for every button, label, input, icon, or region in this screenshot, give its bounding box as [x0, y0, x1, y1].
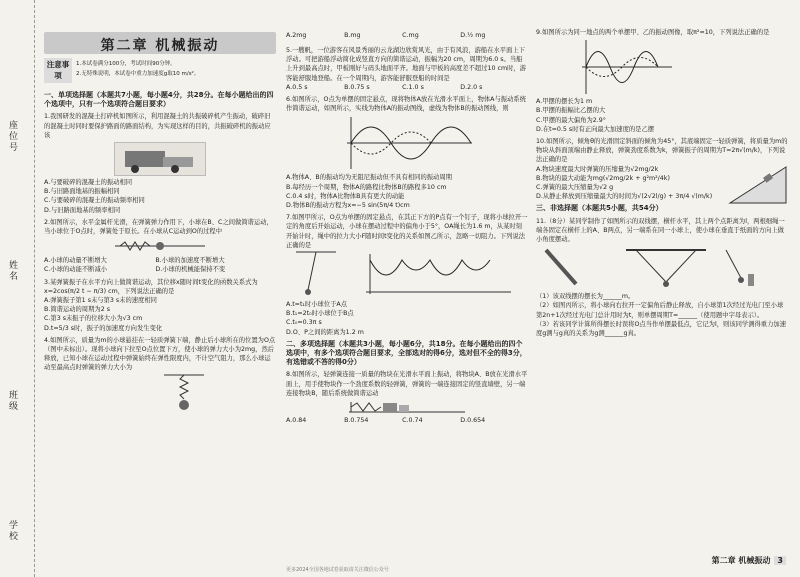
question-7-stem: 7.如图甲所示，O点为单摆的固定悬点，在其正下方的P点有一个钉子，现将小球拉开一定的角度后开始运动，小球在摆动过程中的偏角小于5°，OA绳长为1.6 m，从某时刻开始计时，绳中的拉力大小F随时间t变化的关系如图乙所示，忽略一切阻力。下列说法正确的是: [286, 214, 528, 249]
notice-label: 注意事项: [44, 58, 72, 83]
seat-label: 座位号: [7, 120, 17, 153]
question-11-sub-2: （2）如图丙所示，将小球向右拉开一定偏角后静止释放，自小球第1次经过光电门至小球第2n+1次经过光电门总计用时为t，则单摆周期T=______（使用题中字母表示）。: [536, 302, 784, 319]
question-10: [536, 137, 788, 201]
question-6-option-a: A.物体A、B的振动均为无阻尼振动但不具有相同的振动周期: [286, 174, 452, 182]
question-10-stem: 10.如图所示，倾角θ的光滑固定斜面的倾角为45°，其底端固定一轻质弹簧，将质量为m的物块从斜面顶端由静止释放，弹簧劲度系数为k，弹簧振子的周期为T=2π√(m/k)，下列说法正确的是: [536, 138, 788, 164]
column-3: [536, 28, 788, 341]
spring-hanging-diagram: [154, 373, 214, 413]
question-8-option-c: C.0.74: [402, 417, 423, 425]
question-2-option-b: B.小球的加速度不断增大: [155, 257, 225, 265]
question-10-option-a: A.物块速度最大时弹簧的压缩量为√2mg/2k: [536, 165, 659, 173]
double-pendulum-diagrams: [536, 244, 776, 292]
question-1-option-b: B.与旧路面地基的振幅相同: [44, 188, 120, 196]
question-6-option-c: C.0.4 s时，物体A比物体B具有更大的动能: [286, 192, 405, 200]
question-4: [44, 336, 276, 416]
q4-option-a: A.2mg: [286, 32, 307, 39]
crusher-illustration: [115, 143, 205, 175]
question-6-stem: 6.如图所示，O点为单摆的固定悬点，现将物体A放在光滑水平面上，物体A与振动系统作简谐运动，如图所示，实线为物体A的振动图线，虚线为物体B的振动图线，则: [286, 96, 526, 113]
question-3-option-d: D.t=5/3 s时，振子的加速度方向发生变化: [44, 324, 163, 332]
question-7-option-b: B.t₁=2t₀时小球位于B点: [286, 310, 354, 318]
section-multiple-choice: 二、多项选择题（本题共3小题，每小题6分，共18分。在每小题给出的四个选项中，有多个选项符合题目要求，全部选对的得6分，选对但不全的得3分，有选错或不答的得0分）: [286, 339, 527, 367]
question-2-option-d: D.小球的机械能保持不变: [155, 266, 226, 274]
question-9-option-a: A.甲摆的摆长为1 m: [536, 98, 593, 106]
question-8-option-b: B.0.754: [344, 417, 369, 425]
spring-rod-diagram: [110, 238, 210, 254]
question-5-option-a: A.0.5 s: [286, 83, 308, 91]
notice-box: [44, 58, 276, 82]
school-label: 学校: [7, 520, 17, 542]
question-5-option-b: B.0.75 s: [344, 83, 370, 91]
notice-text: [76, 59, 199, 79]
question-11-stem: 11.（8分）某同学制作了如图所示的双线摆，横杆水平，其上两个点距离为l，两根细绳一端各固定在横杆上的A、B两点，另一端系在同一小球上，使小球在垂直于纸面的方向上做小角度摆动。: [536, 217, 785, 244]
question-8-stem: 8.如图所示，轻弹簧连接一质量的物块在光滑水平面上振动，将物块A、B放在光滑水平面上，用手使物块作一个劲度系数的轻弹簧，弹簧的一端连接固定的竖直墙壁，另一端连接物块B，随后系统做简谐运动: [286, 371, 528, 397]
question-10-option-b: B.物块的最大动能为mg(√2mg/2k + g²m²/4k): [536, 174, 670, 182]
question-1-stem: 1.我国研发的混凝土打碎机如图所示，利用混凝土的共振破碎机产生振动，破碎旧的混凝土时同时要保护路面的路面结构，为实现这样的目的，共振破碎机的振动应该: [44, 113, 271, 139]
question-3: [44, 278, 276, 333]
page-footer-title: 第二章 机械振动: [711, 556, 771, 565]
question-5-options: [286, 83, 528, 92]
vibration-graph-q6: [337, 115, 477, 171]
spring-rod-figure: [110, 238, 210, 254]
q4-option-c: C.mg: [402, 32, 419, 39]
question-9-option-c: C.甲摆的最大偏角为2.9°: [536, 116, 606, 124]
question-1: [44, 112, 276, 214]
question-11: [536, 217, 788, 339]
question-5: [286, 46, 528, 92]
question-7-option-a: A.t=t₁时小球位于A点: [286, 301, 348, 309]
question-7: [286, 213, 528, 337]
page-footer: [712, 555, 786, 566]
question-2: [44, 218, 276, 275]
q4-options-strip: [286, 32, 528, 39]
question-3-option-b: B.简谐运动的周期为2 s: [44, 306, 110, 314]
question-5-option-d: D.2.0 s: [460, 83, 483, 91]
question-8-option-a: A.0.84: [286, 417, 307, 425]
question-9-option-d: D.在t=0.5 s时有正向最大加速度的是乙摆: [536, 125, 655, 133]
question-3-stem: 3.某弹簧振子在水平方向上做简谐运动，其位移x随时间t变化的函数关系式为x=2cos(π/2 t − π/3) cm，下列说法正确的是: [44, 278, 258, 295]
crusher-photo: [114, 142, 206, 176]
question-5-option-c: C.1.0 s: [402, 83, 424, 91]
question-3-option-c: C.第3 s末振子的位移大小为√3 cm: [44, 315, 143, 323]
question-3-option-a: A.弹簧振子第1 s末与第3 s末的速度相同: [44, 297, 157, 305]
binding-margin: [0, 0, 35, 577]
question-11-sub-3: （3）若该同学计算所得摆长时误将O点当作单摆最低点，它记为l，则该同学测得重力加速度g测与g真的关系为g测______g真。: [536, 320, 786, 338]
question-2-stem: 2.如图所示，水平金属杆光滑，在弹簧弹力作用下，小球在B、C之间做简谐运动，当小球位于O点时，弹簧处于原长。在小球从C运动到O的过程中: [44, 218, 273, 236]
notice-line-1: 1.本试卷满分100分，考试时间90分钟。: [76, 61, 176, 67]
pendulum-graph-q9: [576, 38, 676, 96]
question-10-option-d: D.从静止释放到压缩量最大的时间为√(2√2l/g) + 3π/4 √(m/k): [536, 193, 713, 201]
incline-diagram: [728, 165, 788, 205]
question-2-option-c: C.小球的动能不断减小: [44, 266, 108, 274]
q4-option-b: B.mg: [344, 32, 361, 39]
question-1-option-a: A.与要破碎的混凝土的振动相同: [44, 179, 133, 187]
question-2-option-a: A.小球的动量不断增大: [44, 257, 107, 265]
question-11-sub-1: （1）该双线摆的摆长为______m。: [536, 293, 635, 301]
chapter-title: 第二章 机械振动: [100, 38, 220, 54]
question-10-option-c: C.弹簧的最大压缩量为√2 g: [536, 184, 614, 192]
question-8: [286, 370, 528, 425]
question-8-options: [286, 416, 528, 425]
q4-option-d: D.½ mg: [460, 32, 486, 39]
question-6: [286, 95, 528, 210]
question-1-option-c: C.与要破碎的混凝土的振动频率相同: [44, 197, 145, 205]
name-label: 姓名: [7, 260, 17, 282]
question-7-option-c: C.t₀=0.3π s: [286, 319, 322, 327]
notice-line-2: 2.无特殊说明，本试卷中重力加速度g取10 m/s²。: [76, 71, 200, 77]
column-2: [286, 46, 528, 428]
question-9: [536, 28, 788, 134]
question-5-stem: 5.一艘帆，一位游客在风景秀丽的云龙湖边欣赏风光，由于有风浪，游船在水平面上下浮动。可把游船浮动简化成竖直方向的简谐运动，振幅为20 cm，周期为6.0 s。当船上升到最高点时，甲板刚好与码头地面平齐。地面与甲板的高度差不超过10 cm时，游客能舒服地登船。在一个周期内，游客能舒服登船的时间是: [286, 47, 527, 82]
question-8-option-d: D.0.654: [460, 417, 486, 425]
question-4-stem: 4.如图所示，质量为m的小球悬挂在一轻质弹簧下端，静止后小球所在的位置为O点（图中未标出）。现将小球向下拉至O点位置下方，使小球的弹力大小为2mg，然后释放，已知小球在运动过程中弹簧始终在弹性限度内，不计空气阻力，那么小球运动至最高点时弹簧的弹力大小为: [44, 336, 276, 372]
blocks-spring-diagram: [347, 400, 467, 414]
section-single-choice: 一、单项选择题（本题共7小题，每小题4分，共28分。在每小题给出的四个选项中，只有一个选项符合题目要求）: [44, 91, 274, 109]
question-2-options: [44, 256, 276, 274]
question-6-option-b: B.每经历一个周期，物体A的路程比物体B的路程多10 cm: [286, 183, 447, 191]
question-9-option-b: B.甲摆的振幅比乙摆的大: [536, 107, 606, 115]
page-number: 3: [774, 556, 786, 565]
question-6-option-d: D.物体B的振动方程为x=−5 sin(5π/4 t)cm: [286, 202, 410, 210]
footer-note: 更多2024全国各地试卷获取请关注微信公众号: [286, 567, 389, 573]
question-9-stem: 9.如图所示为同一地点的两个单摆甲、乙的振动图像，取π²≈10，下列说法正确的是: [536, 29, 770, 36]
question-1-option-d: D.与旧路面地基的频率相同: [44, 206, 121, 214]
pendulum-and-force-graph: [286, 250, 516, 300]
question-7-option-d: D.O、P之间的距离为1.2 m: [286, 328, 364, 336]
class-label: 班级: [7, 390, 17, 412]
column-1: [44, 88, 276, 419]
section-free-response: 三、非选择题（本题共5小题，共54分）: [536, 204, 663, 213]
